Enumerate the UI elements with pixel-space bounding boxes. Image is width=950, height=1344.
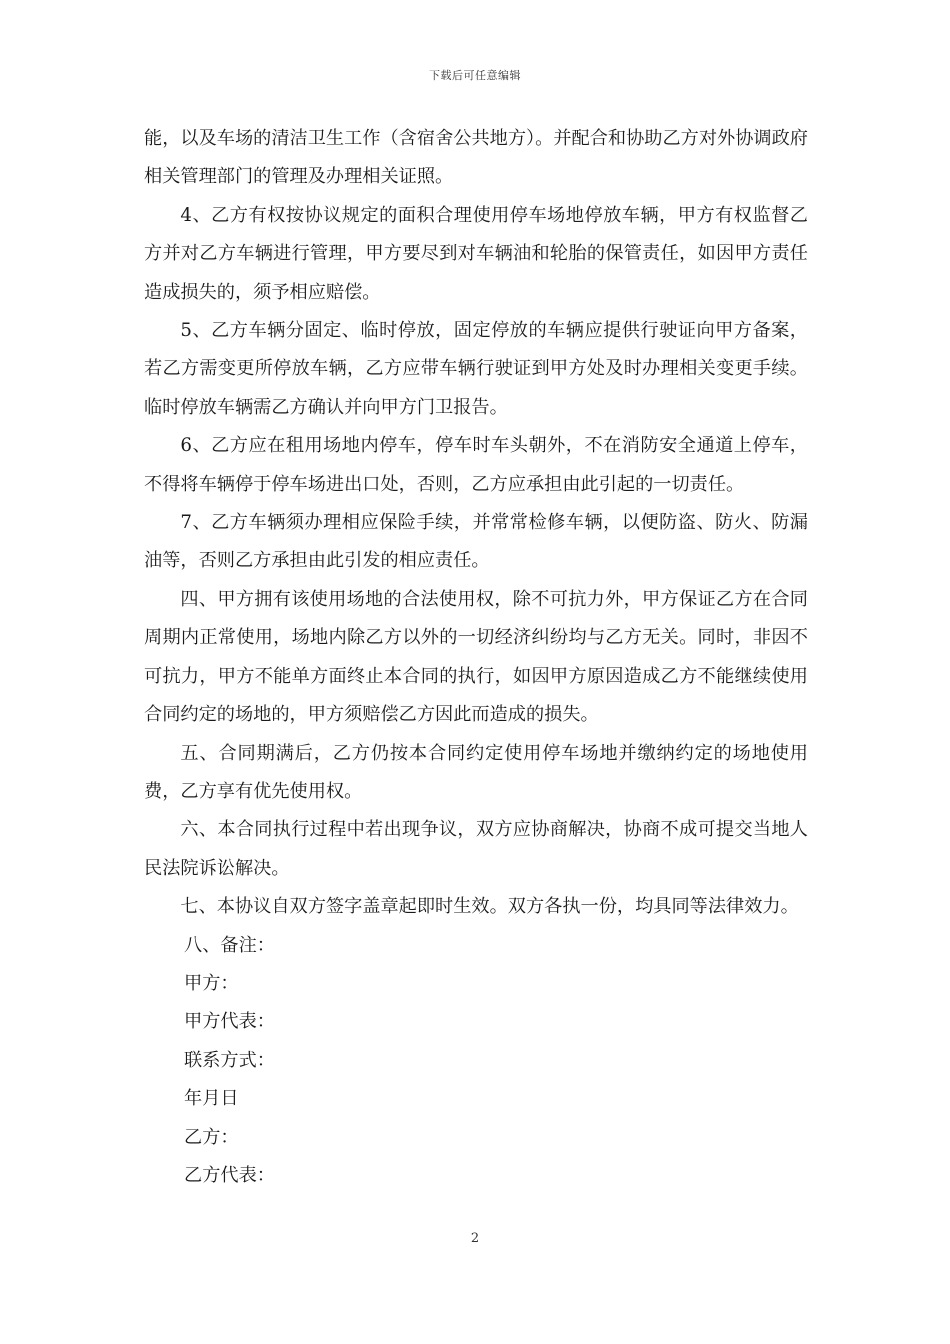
paragraph-section-4: 四、甲方拥有该使用场地的合法使用权，除不可抗力外，甲方保证乙方在合同周期内正常使用，场地内除乙方以外的一切经济纠纷均与乙方无关。同时，非因不可抗力，甲方不能单方面终止本合同的执行，如因甲方原因造成乙方不能继续使用合同约定的场地的，甲方须赔偿乙方因此而造成的损失。 <box>144 588 808 726</box>
party-b-field: 乙方： <box>184 1126 239 1148</box>
paragraph-clause-6: 6、乙方应在租用场地内停车，停车时车头朝外，不在消防安全通道上停车，不得将车辆停于停车场进出口处，否则，乙方应承担由此引起的一切责任。 <box>144 435 808 495</box>
paragraph-section-5: 五、合同期满后，乙方仍按本合同约定使用停车场地并缴纳约定的场地使用费，乙方享有优先使用权。 <box>144 742 808 802</box>
document-body <box>144 120 808 1195</box>
contact-field: 联系方式： <box>184 1049 275 1071</box>
paragraph-clause-7: 7、乙方车辆须办理相应保险手续，并常常检修车辆，以便防盗、防火、防漏油等，否则乙方承担由此引发的相应责任。 <box>144 512 808 572</box>
paragraph-continuation: 能，以及车场的清洁卫生工作（含宿舍公共地方）。并配合和协助乙方对外协调政府相关管理部门的管理及办理相关证照。 <box>144 128 808 188</box>
party-b-rep-field: 乙方代表： <box>184 1164 275 1186</box>
paragraph-section-6: 六、本合同执行过程中若出现争议，双方应协商解决，协商不成可提交当地人民法院诉讼解决。 <box>144 819 808 879</box>
page-number: 2 <box>470 1231 480 1246</box>
remarks-field: 八、备注： <box>184 934 275 956</box>
party-a-rep-field: 甲方代表： <box>184 1011 275 1033</box>
paragraph-clause-4: 4、乙方有权按协议规定的面积合理使用停车场地停放车辆，甲方有权监督乙方并对乙方车辆进行管理，甲方要尽到对车辆油和轮胎的保管责任，如因甲方责任造成损失的，须予相应赔偿。 <box>144 204 808 303</box>
paragraph-section-7: 七、本协议自双方签字盖章起即时生效。双方各执一份，均具同等法律效力。 <box>180 896 799 918</box>
party-a-field: 甲方： <box>184 972 239 994</box>
page-header: 下载后可任意编辑 <box>429 69 521 82</box>
date-field: 年月日 <box>184 1088 239 1110</box>
paragraph-clause-5: 5、乙方车辆分固定、临时停放，固定停放的车辆应提供行驶证向甲方备案，若乙方需变更所停放车辆，乙方应带车辆行驶证到甲方处及时办理相关变更手续。临时停放车辆需乙方确认并向甲方门卫报告。 <box>144 320 808 418</box>
